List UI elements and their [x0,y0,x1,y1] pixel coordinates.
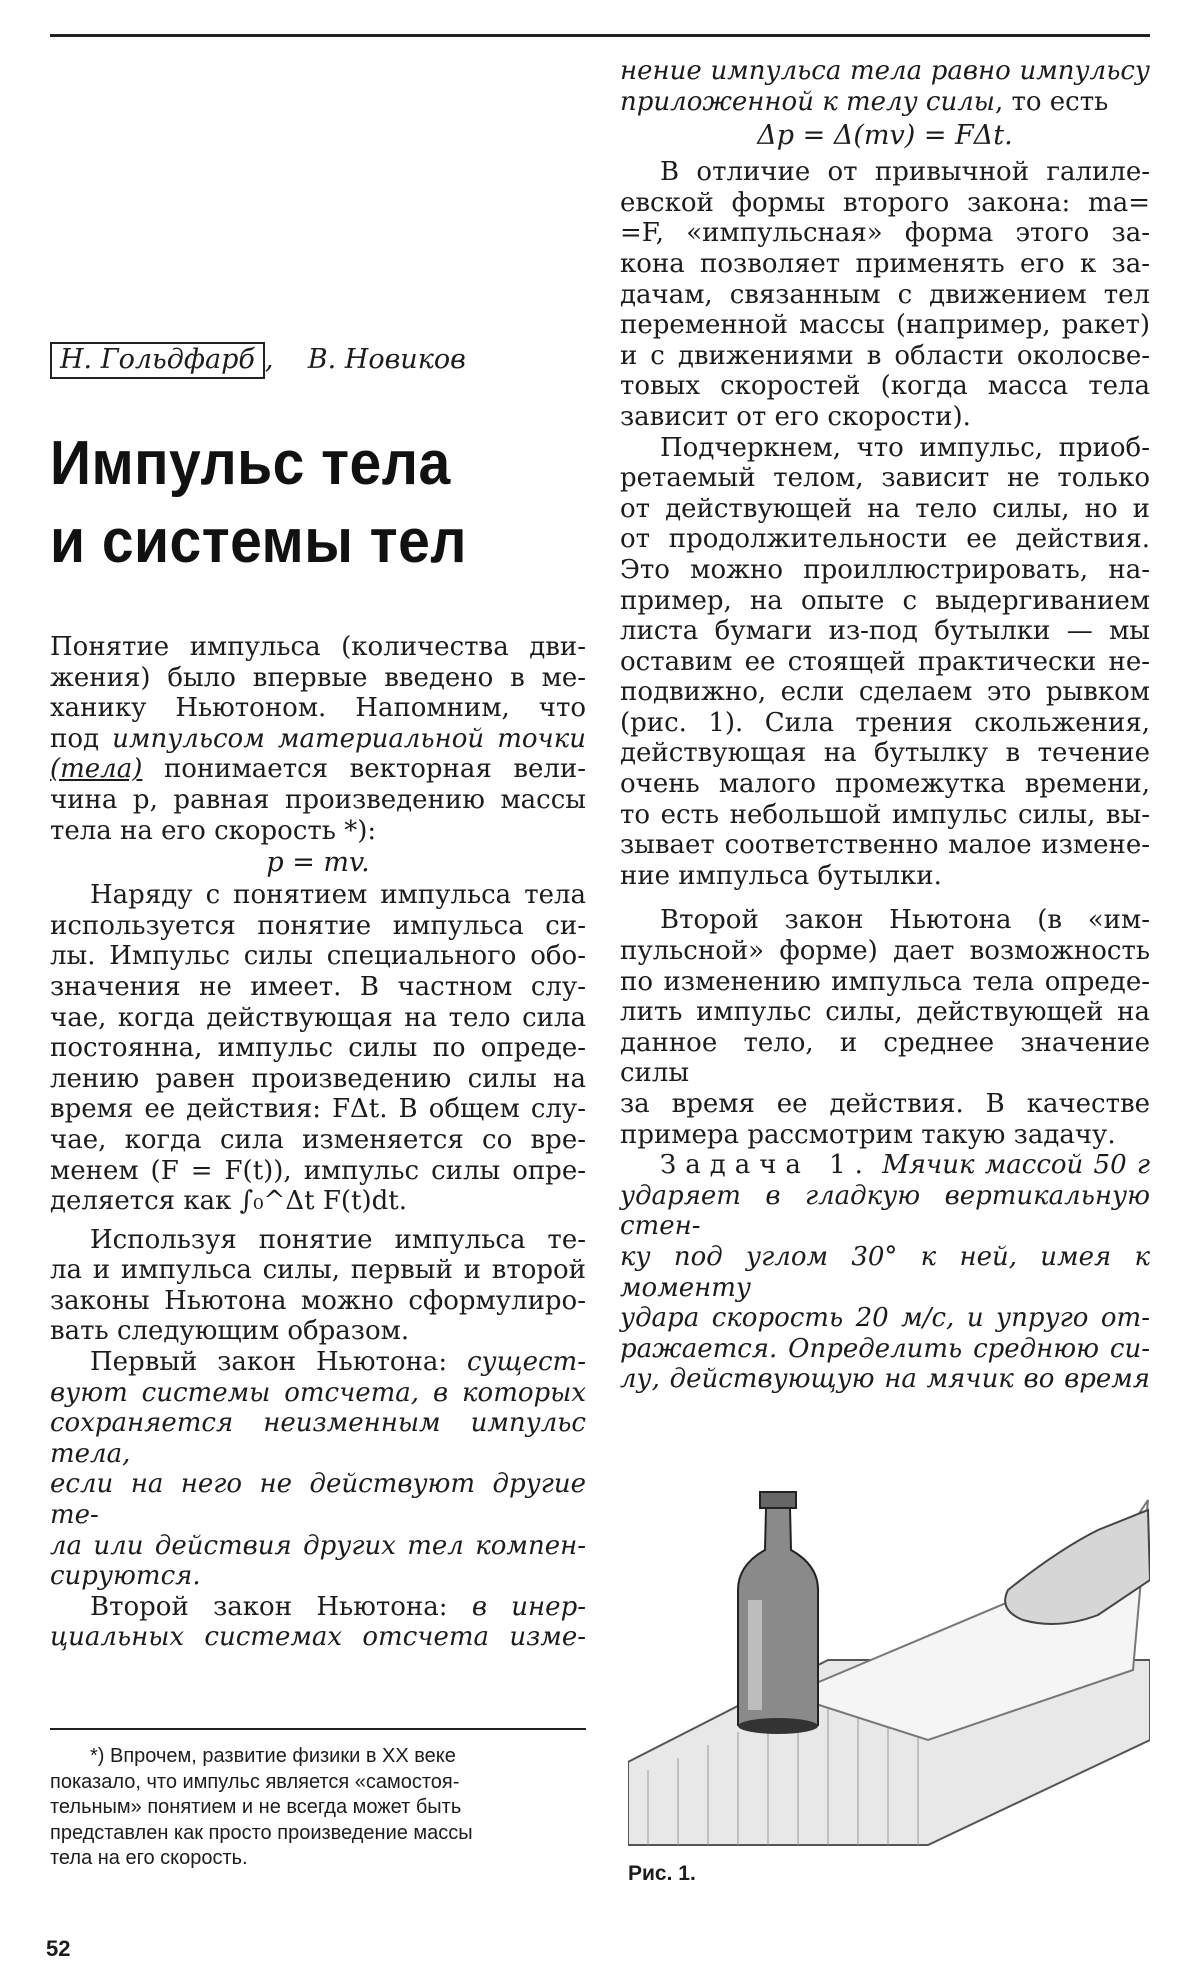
text-line: по изменению импульса тела опреде- [620,966,1150,997]
text-line: ку под углом 30° к ней, имея к моменту [620,1241,1150,1303]
text-line: евской формы второго закона: ma= [620,187,1150,218]
text-line: постоянна, импульс силы по опреде- [50,1033,586,1064]
text-line: значения не имеет. В частном слу- [50,971,586,1002]
text-line: жения) было впервые введено в ме- [50,662,586,693]
page-number: 52 [46,1936,71,1961]
text-line: (тела) понимается векторная вели- [50,754,586,785]
text-line: вать следующим образом. [50,1316,410,1347]
text-line: вуют системы отсчета, в которых [50,1377,586,1408]
formula-momentum: p = mv. [266,847,370,879]
text-line: очень малого промежутка времени, [620,769,1150,800]
text-line: оставим ее стоящей практически не- [620,646,1150,677]
text-line: Наряду с понятием импульса тела [90,880,586,911]
authors [50,344,466,375]
article-title [50,425,467,581]
text-line: чае, когда действующая на тело сила [50,1002,586,1033]
bottle [738,1492,818,1734]
text-line: законы Ньютона можно сформулиро- [50,1285,586,1316]
text-line: Подчеркнем, что импульс, приоб- [660,432,1150,463]
text-line: за время ее действия. В качестве [620,1089,1150,1119]
text-line: ражается. Определить среднюю си- [620,1333,1150,1364]
text-line: ла и импульса силы, первый и второй [50,1255,586,1286]
text-line: (рис. 1). Сила трения скольжения, [620,707,1150,738]
text-line: если на него не действуют другие те- [50,1469,586,1531]
text-line: Понятие импульса (количества дви- [50,632,586,662]
footnote-line: тельным» понятием и не всегда может быть [50,1796,462,1818]
text-line: действующая на бутылку в течение [620,738,1150,769]
footnote-line: представлен как просто произведение массы [50,1821,473,1844]
text-line: зависит от его скорости). [620,401,971,432]
author-second: В. Новиков [307,344,466,375]
text-line: лы. Импульс силы специального обо- [50,941,586,972]
text-line: ударяет в гладкую вертикальную стен- [620,1180,1150,1242]
text-line: ретаемый телом, зависит не только [620,463,1150,494]
text-line: Первый закон Ньютона: сущест- [90,1347,586,1378]
text-line: циальных системах отсчета изме- [50,1622,586,1653]
footnote-line: *) Впрочем, развитие физики в XX веке [90,1745,456,1767]
text-line: Второй закон Ньютона: в инер- [90,1591,586,1622]
text-line: удара скорость 20 м/с, и упруго от- [620,1303,1150,1334]
text-line: ханику Ньютоном. Напомним, что [50,693,586,724]
text-line: лу, действующую на мячик во время [620,1364,1150,1395]
text-line: сохраняется неизменным импульс тела, [50,1408,586,1469]
right-column [620,56,1150,1395]
task-label: Задача 1. [660,1150,872,1181]
text-line: Это можно проиллюстрировать, на- [620,554,1150,585]
figure-caption: Рис. 1. [628,1862,696,1885]
text-line: Задача 1. Мячик массой 50 г [660,1150,1150,1181]
text-line: =F, «импульсная» форма этого за- [620,218,1150,249]
text-line: пример, на опыте с выдергиванием [620,585,1150,616]
text-line: данное тело, и среднее значение силы [620,1027,1150,1089]
left-column [50,632,586,1653]
text-line: товых скоростей (когда масса тела [620,371,1150,402]
text-line: тела на его скорость *): [50,815,377,846]
title-line-1: Импульс тела [50,429,451,498]
text-line: нение импульса тела равно импульсу [620,56,1150,86]
text-line: подвижно, если сделаем это рывком [620,677,1150,708]
top-rule [50,34,1150,37]
text-line: приложенной к телу силы, то есть [620,86,1109,117]
text-line: дачам, связанным с движением тел [620,279,1150,310]
text-line: сируются. [50,1561,201,1592]
text-line: и с движениями в области околосве- [620,340,1150,371]
formula-second-law: Δp = Δ(mv) = FΔt. [757,120,1013,152]
text-line: ние импульса бутылки. [620,860,942,891]
text-line: переменной массы (например, ракет) [620,310,1150,341]
author-first: Н. Гольдфарб [50,342,265,379]
text-line: от действующей на тело силы, но и [620,493,1150,524]
text-line: примера рассмотрим такую задачу. [620,1119,1116,1150]
text-line: лить импульс силы, действующей на [620,997,1150,1028]
text-line: время ее действия: FΔt. В общем слу- [50,1094,586,1125]
text-line: деляется как ∫₀^Δt F(t)dt. [50,1186,407,1217]
text-line: Используя понятие импульса те- [90,1224,586,1255]
footnote-line: тела на его скорость. [50,1847,248,1869]
text-line: ла или действия других тел компен- [50,1530,586,1561]
footnote [50,1744,586,1872]
text-line: чае, когда сила изменяется со вре- [50,1124,586,1155]
text-line: то есть небольшой импульс силы, вы- [620,799,1150,830]
text-line: чина p, равная произведению массы [50,784,586,815]
text-line: кона позволяет применять его к за- [620,248,1150,279]
figure-bottle-illustration [628,1440,1150,1850]
footnote-line: показало, что импульс является «самостоя- [50,1770,460,1793]
footnote-rule [50,1728,586,1730]
text-line: от продолжительности ее действия. [620,524,1150,555]
title-line-2: и системы тел [50,507,467,576]
text-line: пульсной» форме) дает возможность [620,936,1150,967]
author-separator: , [264,344,274,375]
text-line: В отличие от привычной галиле- [660,157,1150,188]
text-line: под импульсом материальной точки [50,723,586,754]
text-line: менем (F = F(t)), импульс силы опре- [50,1155,586,1186]
text-line: лению равен произведению силы на [50,1063,586,1094]
text-line: используется понятие импульса си- [50,910,586,941]
text-line: зывает соответственно малое измене- [620,830,1150,861]
text-line: листа бумаги из-под бутылки — мы [620,616,1150,647]
text-line: Второй закон Ньютона (в «им- [660,905,1150,936]
